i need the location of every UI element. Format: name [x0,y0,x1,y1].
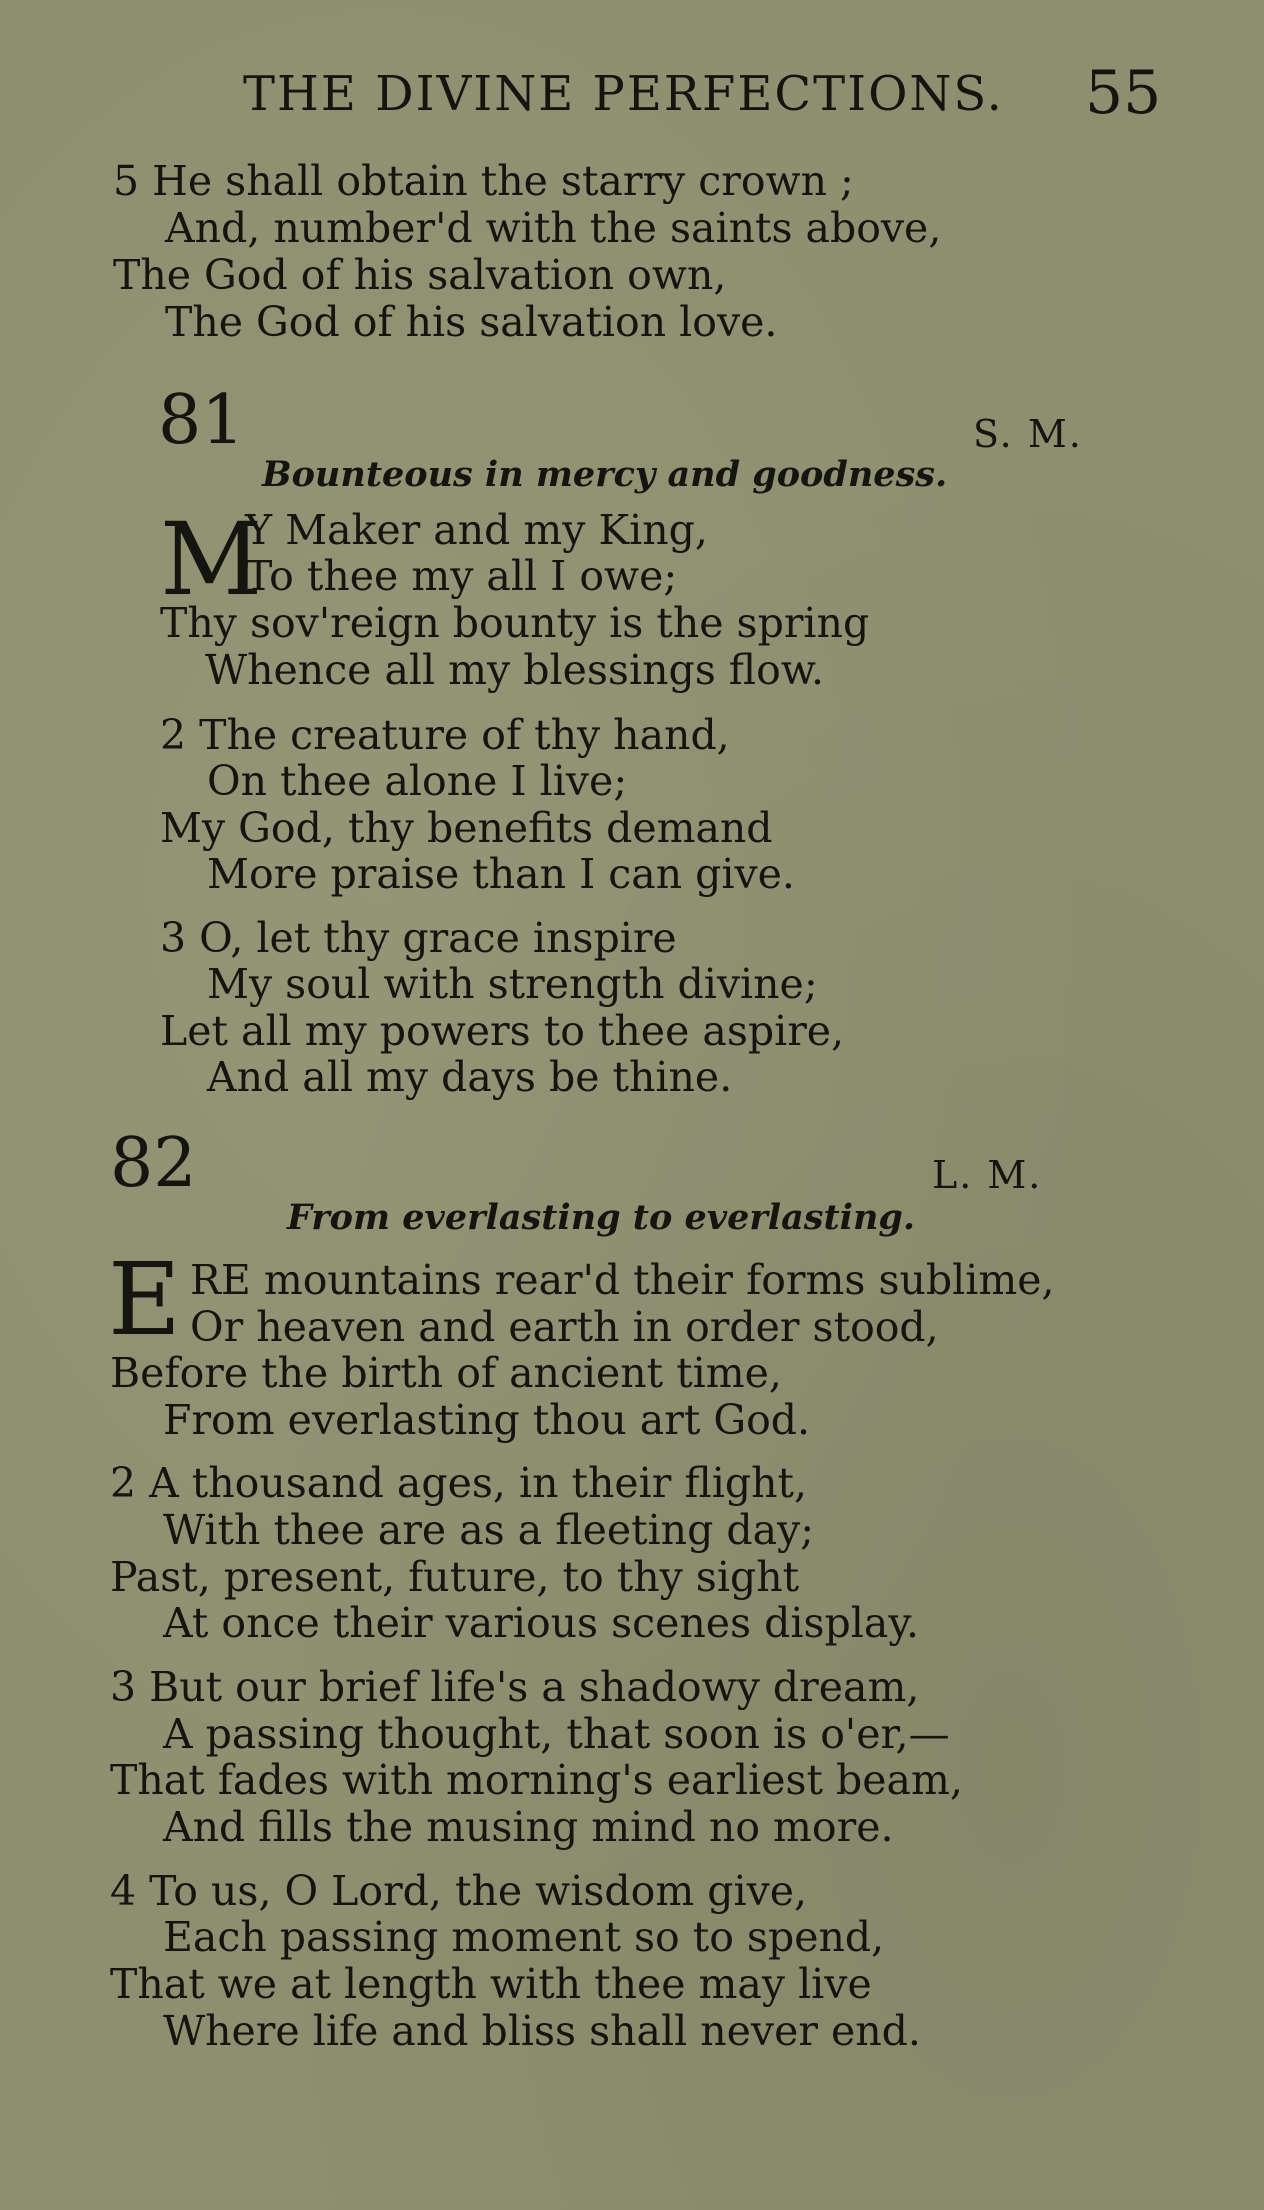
hymn-82-s4-line-1: 4 To us, O Lord, the wisdom give, [110,1867,808,1915]
hymn-82-s1-line-2: Or heaven and earth in order stood, [190,1303,939,1351]
hymn-81-s1-line-3: Thy sov'reign bounty is the spring [160,599,870,647]
hymn-81-s2-line-3: My God, thy benefits demand [160,804,773,852]
hymn-81-s1-line-2: To thee my all I owe; [245,552,678,600]
carryover-line-4: The God of his salvation love. [165,298,778,346]
hymn-81-s3-line-3: Let all my powers to thee aspire, [160,1007,845,1055]
hymn-82-s1-line-3: Before the birth of ancient time, [110,1349,782,1397]
hymn-81-meter: S. M. [973,412,1083,456]
hymn-82-s4-line-2: Each passing moment so to spend, [163,1913,885,1961]
hymn-81-s1-line-4: Whence all my blessings flow. [205,646,825,694]
hymn-82-number: 82 [110,1124,197,1203]
hymn-82-s1-line-4: From everlasting thou art God. [163,1396,811,1444]
hymn-82-s3-line-2: A passing thought, that soon is o'er,— [163,1710,950,1758]
hymn-82-s2-line-3: Past, present, future, to thy sight [110,1553,800,1601]
hymn-82-meter: L. M. [932,1153,1043,1197]
hymn-81-s2-line-4: More praise than I can give. [207,850,795,898]
hymn-81-s3-line-2: My soul with strength divine; [207,960,818,1008]
hymn-82-title: From everlasting to everlasting. [287,1197,916,1238]
hymn-81-number: 81 [158,381,245,460]
hymn-81-s2-line-2: On thee alone I live; [207,757,628,805]
hymn-81-title: Bounteous in mercy and goodness. [262,454,948,495]
page-number: 55 [1085,58,1162,128]
hymn-82-s4-line-4: Where life and bliss shall never end. [163,2007,921,2055]
hymn-81-dropcap: M [160,501,263,618]
hymn-82-s2-line-2: With thee are as a fleeting day; [163,1506,815,1554]
hymn-82-dropcap: E [108,1241,181,1358]
hymn-82-s3-line-3: That fades with morning's earliest beam, [110,1756,963,1804]
hymn-81-s3-line-1: 3 O, let thy grace inspire [160,914,677,962]
carryover-line-1: 5 He shall obtain the starry crown ; [113,157,854,205]
hymn-82-s3-line-4: And fills the musing mind no more. [163,1803,894,1851]
carryover-line-3: The God of his salvation own, [113,251,727,299]
hymn-82-s3-line-1: 3 But our brief life's a shadowy dream, [110,1663,920,1711]
hymn-81-s2-line-1: 2 The creature of thy hand, [160,711,730,759]
hymn-82-s4-line-3: That we at length with thee may live [110,1960,872,2008]
hymn-82-s1-line-1: RE mountains rear'd their forms sublime, [190,1256,1055,1304]
hymn-82-s2-line-4: At once their various scenes display. [163,1599,920,1647]
hymn-81-s3-line-4: And all my days be thine. [207,1053,733,1101]
running-head: THE DIVINE PERFECTIONS. [243,66,1004,122]
hymn-82-s2-line-1: 2 A thousand ages, in their flight, [110,1459,808,1507]
carryover-line-2: And, number'd with the saints above, [165,204,942,252]
hymn-81-s1-line-1: Y Maker and my King, [245,506,708,554]
